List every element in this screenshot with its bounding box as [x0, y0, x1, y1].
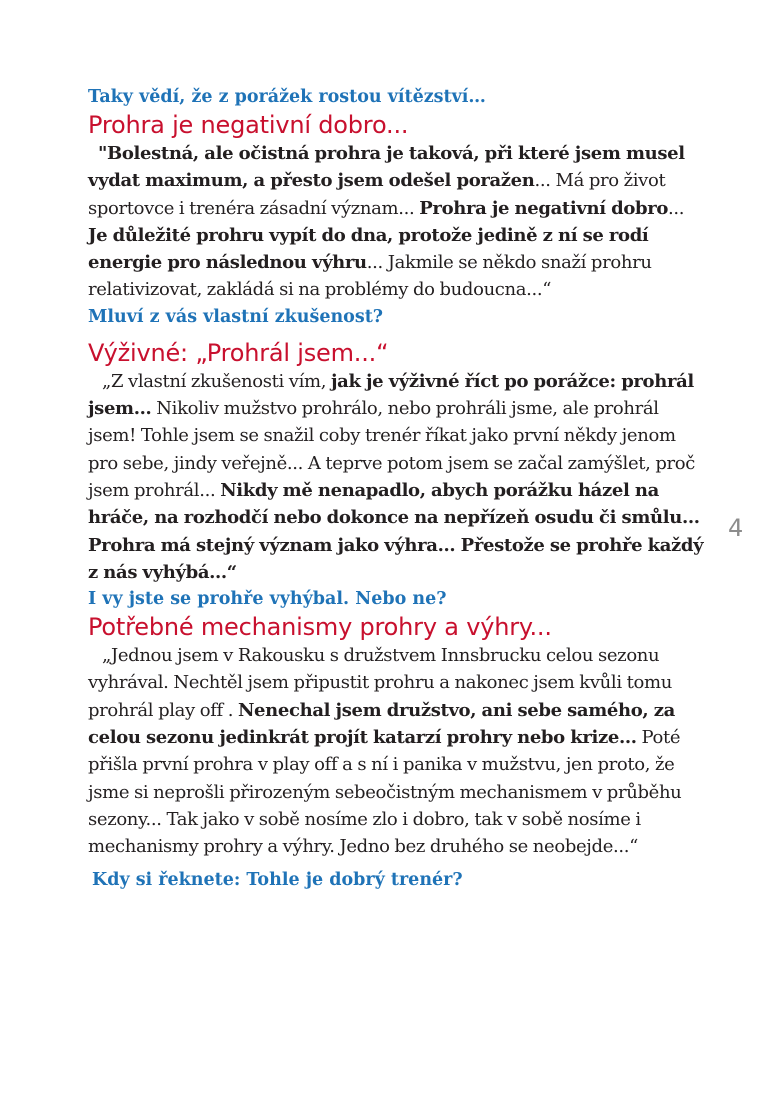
body-text: ... — [668, 197, 685, 219]
bold-text: jak je výživné říct po porážce: prohrál jsem… — [88, 370, 694, 420]
interview-question: Mluví z vás vlastní zkušenost? — [88, 306, 384, 327]
section-heading: Prohra je negativní dobro... — [88, 111, 409, 139]
bold-text: "Bolestná, ale očistná prohra je taková, při které jsem musel vydat maximum, a přesto jsem odešel poražen — [88, 143, 685, 192]
section-heading: Výživné: „Prohrál jsem...“ — [88, 338, 389, 367]
bold-text: Nenechal jsem družstvo, ani sebe samého, za celou sezonu jedinkrát projít katarzí prohry nebo krize… — [88, 699, 675, 749]
body-text: ... Jakmile se někdo snaží prohru relativizovat, zakládá si na problémy do budoucna...“ — [88, 252, 652, 301]
body-text: Nikoliv mužstvo prohrálo, nebo prohráli jsme, ale prohrál jsem! Tohle jsem se snažil coby trenér říkat jako první někdy jenom pro sebe, jindy veřejně... A teprve potom jsem se začal zamýšlet, proč jsem prohrál... — [88, 398, 696, 501]
body-text: ... Má pro život sportovce i trenéra zásadní význam... — [88, 170, 666, 219]
body-text: „Z vlastní zkušenosti vím, — [102, 370, 331, 392]
answer-paragraph — [88, 140, 708, 304]
body-text: Poté přišla první prohra v play off a s ní i panika v mužstvu, jen proto, že jsme si neprošli přirozeným sebeočistným mechanismem v průběhu sezony... Tak jako v sobě nosíme zlo i dobro, tak v sobě nosíme i mechanismy prohry a výhry. Jedno bez druhého se neobejde...“ — [88, 727, 682, 858]
interview-question: Taky vědí, že z porážek rostou vítězství… — [88, 87, 486, 107]
bold-text: Nikdy mě nenapadlo, abych porážku házel na hráče, na rozhodčí nebo dokonce na nepřízeň osudu či smůlu… Prohra má stejný význam jako výhra… Přestože se prohře každý z nás vyhýbá…“ — [88, 479, 704, 583]
body-text: „Jednou jsem v Rakousku s družstvem Innsbrucku celou sezonu vyhrával. Nechtěl jsem připustit prohru a nakonec jsem kvůli tomu prohrál play off . — [88, 645, 672, 721]
answer-paragraph — [88, 368, 708, 586]
answer-paragraph — [88, 642, 708, 860]
interview-question: Kdy si řeknete: Tohle je dobrý trenér? — [92, 869, 463, 890]
interview-question: I vy jste se prohře vyhýbal. Nebo ne? — [88, 589, 447, 610]
page-number: 4 — [728, 514, 744, 542]
article — [88, 84, 708, 893]
section-heading: Potřebné mechanismy prohry a výhry... — [88, 613, 552, 642]
bold-text: Je důležité prohru vypít do dna, protože jedině z ní se rodí energie pro následnou výhru — [88, 224, 649, 274]
bold-text: Prohra je negativní dobro — [419, 197, 669, 219]
